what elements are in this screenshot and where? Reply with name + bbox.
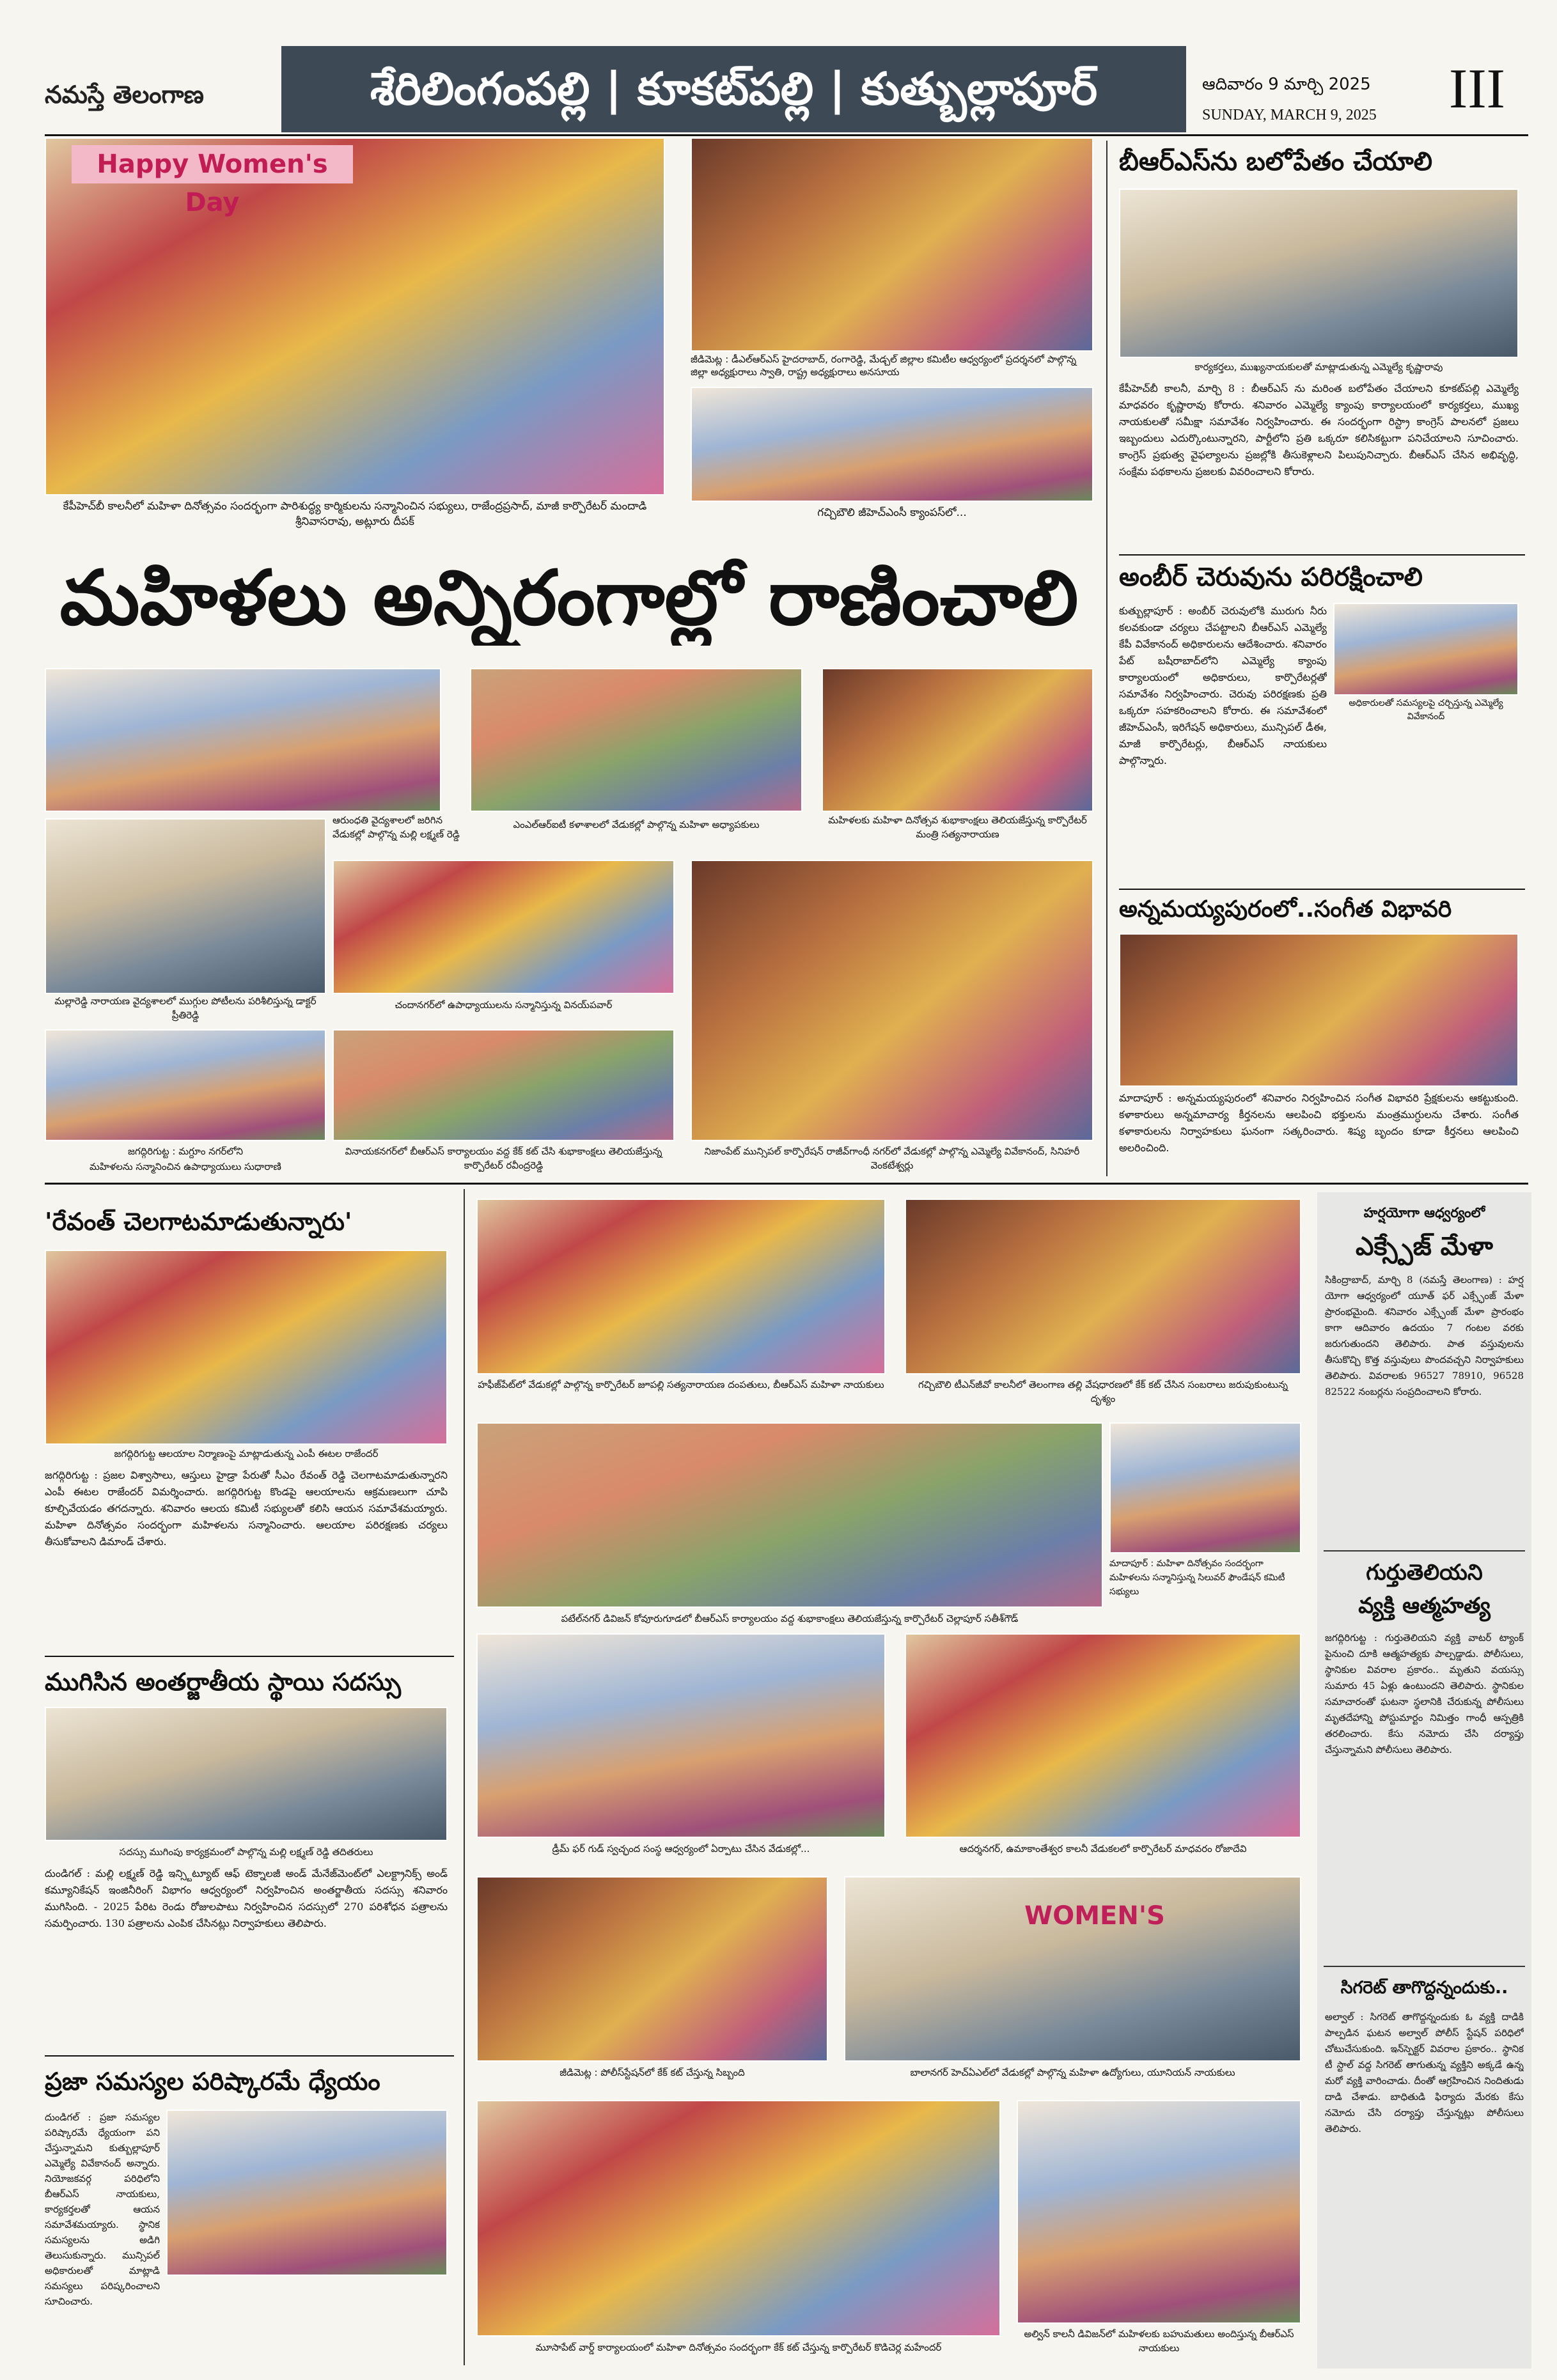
photo-gachibowli-campus	[691, 387, 1093, 502]
caption-kphb: కేపీహెచ్‌బీ కాలనీలో మహిళా దినోత్సవం సందర్భంగా పారిశుద్ధ్య కార్మికులను సన్మానించిన సభ్యులు, రాజేంద్రప్రసాద్, మాజీ కార్పొరేటర్ మందాడి శ్రీనివాసరావు, అట్లూరు దీపక్	[63, 500, 647, 528]
caption-brs-meeting: కార్యకర్తలు, ముఖ్యనాయకులతో మాట్లాడుతున్న ఎమ్మెల్యే కృష్ణారావు	[1194, 361, 1443, 373]
photo-madhapur-silver	[1109, 1422, 1301, 1553]
photo-nizampet-event	[691, 860, 1093, 1141]
sidebar-rule-1	[1324, 1550, 1525, 1552]
article-annamayyapuram: మాదాపూర్ : అన్నమయ్యపురంలో శనివారం నిర్వహించిన సంగీత విభావరి ప్రేక్షకులను ఆకట్టుకుంది. కళాకారులు అన్నమాచార్య కీర్తనలను ఆలపించి భక్తులను మంత్రముగ్ధులను చేశారు. సంగీత కళాకారులను నిర్వాహకులు ఘనంగా సత్కరించారు. శిష్య బృందం కూడా కీర్తనలు ఆలపించి అలరించింది.	[1119, 1092, 1519, 1154]
caption-arundhati: ఆరుంధతి వైద్యశాలలో జరిగిన వేడుకల్లో పాల్గొన్న మల్లి లక్ష్మణ్ రెడ్డి	[333, 814, 460, 840]
photo-moosapet	[476, 2100, 1001, 2337]
article-ambir-lake: కుత్బుల్లాపూర్ : అంబీర్ చెరువులోకి మురుగు నీరు కలవకుండా చర్యలు చేపట్టాలని బీఆర్‌ఎస్ ఎమ్మెల్యే కేపీ వివేకానంద్ అధికారులను ఆదేశించారు. శనివారం పేట్ బషీరాబాద్‌లోని ఎమ్మెల్యే క్యాంపు కార్యాలయంలో అధికారులు, కార్పొరేటర్లతో సమావేశం నిర్వహించారు. చెరువు పరిరక్షణకు ప్రతి ఒక్కరూ సహకరించాలని కోరారు. ఈ సమావేశంలో జీహెచ్‌ఎంసీ, ఇరిగేషన్ అధికారులు, మున్సిపల్ డీఈ, మాజీ కార్పొరేటర్లు, బీఆర్‌ఎస్ నాయకులు పాల్గొన్నారు.	[1119, 605, 1327, 766]
sidebar-head-exchange: ఎక్స్పేజ్ మేళా	[1356, 1232, 1493, 1261]
masthead-title-box	[281, 46, 1186, 132]
caption-patelnagar: పటేల్‌నగర్ డివిజన్ కోవూరుగూడలో బీఆర్‌ఎస్ కార్యాలయం వద్ద శుభాకాంక్షలు తెలియజేస్తున్న కార్పొరేటర్ చెల్లాపూర్ సతీశ్‌గౌడ్	[561, 1613, 1019, 1624]
photo-mlrit-college	[470, 668, 802, 812]
caption-hafeezpet: హఫీజ్‌పేట్‌లో వేడుకల్లో పాల్గొన్న కార్పొరేటర్ జూపల్లి సత్యనారాయణ దంపతులు, బీఆర్‌ఎస్ మహిళా నాయకులు	[478, 1379, 884, 1390]
caption-satyanarayana: మహిళలకు మహిళా దినోత్సవ శుభాకాంక్షలు తెలియజేస్తున్న కార్పొరేటర్ మంత్రి సత్యనారాయణ	[828, 814, 1087, 840]
headline-public-issues: ప్రజా సమస్యల పరిష్కారమే ధ్యేయం	[45, 2067, 380, 2096]
caption-ambir: అధికారులతో సమస్యలపై చర్చిస్తున్న ఎమ్మెల్యే వివేకానంద్	[1349, 698, 1503, 722]
masthead	[0, 0, 1557, 137]
caption-etela: జగద్గిరిగుట్ట ఆలయాల నిర్మాణంపై మాట్లాడుతున్న ఎంపీ ఈటల రాజేందర్	[114, 1448, 379, 1459]
caption-vinayaknagar: వినాయకనగర్‌లో బీఆర్‌ఎస్ కార్యాలయం వద్ద కేక్ కట్ చేసి శుభాకాంక్షలు తెలియజేస్తున్న కార్పొరేటర్ రవీంద్రరెడ్డి	[345, 1146, 662, 1171]
rule-left-1	[45, 1656, 454, 1657]
womens-day-stage-banner: WOMEN'S	[1024, 1901, 1165, 1931]
section-rule	[45, 1183, 1528, 1185]
photo-conference	[45, 1707, 448, 1841]
caption-jeedimetla: జీడిమెట్ల : డీఎల్‌ఆర్‌ఎస్ హైదరాబాద్, రంగారెడ్డి, మేడ్చల్ జిల్లాల కమిటీల ఆధ్వర్యంలో ప్రదర్శనలో పాల్గొన్న జిల్లా అధ్యక్షురాలు స్వాతి, రాష్ట్ర అధ్యక్షురాలు అనసూయ	[691, 354, 1077, 378]
article-conference: దుండిగల్ : మల్లి లక్ష్మణ్ రెడ్డి ఇన్స్టిట్యూట్ ఆఫ్ టెక్నాలజీ అండ్ మేనేజ్‌మెంట్‌లో ఎలక్ట్రానిక్స్ అండ్ కమ్యూనికేషన్ ఇంజినీరింగ్ విభాగం ఆధ్వర్యంలో నిర్వహించిన అంతర్జాతీయ సదస్సు శనివారం ముగిసింది. - 2025 పేరిట రెండు రోజులపాటు నిర్వహించిన సదస్సులో 270 పరిశోధన పత్రాలను సమర్పించారు. 130 పత్రాలను ఎంపిక చేసినట్లు నిర్వాహకులు తెలిపారు.	[45, 1867, 448, 1929]
sidebar-head-suicide-2: వ్యక్తి ఆత్మహత్య	[1358, 1593, 1490, 1619]
photo-adarshnagar	[905, 1633, 1301, 1838]
caption-mlrit: ఎంఎల్‌ఆర్‌ఐటీ కళాశాలలో వేడుకల్లో పాల్గొన్న మహిళా అధ్యాపకులు	[513, 819, 760, 830]
caption-hal: బాలానగర్ హెచ్‌ఏఎల్‌లో వేడుకల్లో పాల్గొన్న మహిళా ఉద్యోగులు, యూనియన్ నాయకులు	[910, 2067, 1235, 2078]
photo-patelnagar	[476, 1422, 1103, 1608]
womens-day-banner: Happy Women's Day	[72, 145, 353, 183]
photo-music-concert	[1119, 933, 1519, 1087]
sidebar-head-suicide-1: గుర్తుతెలియని	[1366, 1560, 1483, 1585]
caption-moosapet: మూసాపేట్ వార్డ్ కార్యాలయంలో మహిళా దినోత్సవం సందర్భంగా కేక్ కట్ చేస్తున్న కార్పొరేటర్ కొడిచెర్ల మహేందర్	[535, 2342, 942, 2353]
date-english: SUNDAY, MARCH 9, 2025	[1202, 107, 1377, 123]
sidebar	[1317, 1192, 1531, 2368]
photo-vinayaknagar-cake	[333, 1029, 675, 1141]
article-revanth: జగద్గిరిగుట్ట : ప్రజల విశ్వాసాలు, ఆస్తులు హైడ్రా పేరుతో సీఎం రేవంత్ రెడ్డి చెలగాటమాడుతున్నారని ఎంపీ ఈటల రాజేందర్ విమర్శించారు. జగద్గిరిగుట్ట కొండపై ఆలయాలను ఆక్రమణలుగా చూపి కూల్చివేయడం తగదన్నారు. శనివారం ఆలయ కమిటీ సభ్యులతో కలిసి ఆయన సమావేశమయ్యారు. మహిళా దినోత్సవం సందర్భంగా మహిళలను సన్మానించారు. ఆలయాల పరిరక్షణకు చర్యలు తీసుకోవాలని డిమాండ్ చేశారు.	[45, 1469, 448, 1548]
photo-brs-meeting	[1119, 189, 1519, 358]
caption-dream-for-good: డ్రీమ్ ఫర్ గుడ్ స్వచ్ఛంద సంస్థ ఆధ్వర్యంలో ఏర్పాటు చేసిన వేడుకల్లో...	[552, 1843, 810, 1855]
masthead-title: శేరిలింగంపల్లి | కూకట్‌పల్లి | కుత్బుల్లాపూర్	[370, 63, 1098, 115]
masthead-rule	[45, 134, 1528, 136]
column-divider-top	[1106, 141, 1107, 1176]
photo-makhdoomnagar	[45, 1029, 326, 1141]
caption-adarshnagar: ఆదర్శనగర్, ఉమాకాంతేశ్వర కాలనీ వేడుకలలో కార్పొరేటర్ మాధవరం రోజాదేవి	[959, 1843, 1247, 1855]
article-public-issues: దుండిగల్ : ప్రజా సమస్యల పరిష్కారమే ధ్యేయంగా పని చేస్తున్నామని కుత్బుల్లాపూర్ ఎమ్మెల్యే వివేకానంద్ అన్నారు. నియోజకవర్గ పరిధిలోని బీఆర్‌ఎస్ నాయకులు, కార్యకర్తలతో ఆయన సమావేశమయ్యారు. స్థానిక సమస్యలను అడిగి తెలుసుకున్నారు. మున్సిపల్ అధికారులతో మాట్లాడి సమస్యలు పరిష్కరించాలని సూచించారు.	[45, 2112, 160, 2307]
photo-gachibowli-tngo	[905, 1199, 1301, 1374]
headline-conference: ముగిసిన అంతర్జాతీయ స్థాయి సదస్సు	[45, 1668, 402, 1696]
photo-chandanagar-teachers	[333, 860, 675, 994]
sidebar-article-cigarette: అల్వాల్ : సిగరెట్ తాగొద్దన్నందుకు ఓ వ్యక్తి దాడికి పాల్పడిన ఘటన అల్వాల్ పోలీస్ స్టేషన్ పరిధిలో చోటుచేసుకుంది. ఇన్‌స్పెక్టర్ వివరాల ప్రకారం.. స్థానిక టీ స్టాల్ వద్ద సిగరెట్ తాగుతున్న వ్యక్తిని అక్కడే ఉన్న మరో వ్యక్తి వారించాడు. దీంతో ఆగ్రహించిన నిందితుడు దాడి చేశాడు. బాధితుడి ఫిర్యాదు మేరకు కేసు నమోదు చేసి దర్యాప్తు చేస్తున్నట్లు పోలీసులు తెలిపారు.	[1325, 2011, 1524, 2135]
photo-rangoli-competition	[45, 818, 326, 994]
article-brs-strengthen: కేపీహెచ్‌బీ కాలనీ, మార్చి 8 : బీఆర్‌ఎస్ ను మరింత బలోపేతం చేయాలని కూకట్‌పల్లి ఎమ్మెల్యే మాధవరం కృష్ణారావు కోరారు. శనివారం ఎమ్మెల్యే క్యాంపు కార్యాలయంలో కార్యకర్తలు, ముఖ్య నాయకులతో సమీక్షా సమావేశం నిర్వహించారు. ఈ సందర్భంగా రిస్ట్రా కాంగ్రెస్ పాలనలో ప్రజలు ఇబ్బందులు ఎదుర్కొంటున్నారని, పార్టీలోని ప్రతి ఒక్కరూ కలిసికట్టుగా పనిచేయాలని సూచించారు. కాంగ్రెస్ ప్రభుత్వ వైఫల్యాలను ప్రజల్లోకి తీసుకెళ్లాలని పిలుపునిచ్చారు. బీఆర్‌ఎస్ చేసిన అభివృద్ధి, సంక్షేమ పథకాలను ప్రజలకు వివరించాలని కోరారు.	[1119, 382, 1519, 478]
photo-arundhati-hospital	[45, 668, 441, 812]
caption-makhdoom-1: జగద్గిరిగుట్ట : మగ్దూం నగర్‌లోని	[127, 1146, 244, 1157]
photo-vivekanand	[166, 2110, 448, 2276]
rule-right-1	[1119, 554, 1525, 556]
photo-etela-press	[45, 1250, 448, 1445]
photo-hal-balanagar	[844, 1876, 1301, 2062]
caption-alwin: అల్విన్ కాలనీ డివిజన్‌లో మహిళలకు బహుమతులు అందిస్తున్న బీఆర్‌ఎస్ నాయకులు	[1024, 2328, 1294, 2354]
photo-corporator-wishes	[822, 668, 1093, 812]
sidebar-article-exchange: సికింద్రాబాద్, మార్చి 8 (నమస్తే తెలంగాణ) : హర్ష యోగా ఆధ్వర్యంలో యూత్ ఫర్ ఎక్స్ఛేంజ్ మేళా ప్రారంభమైంది. శనివారం ఎక్స్ఛేంజ్ మేళా ప్రారంభం కాగా ఆదివారం ఉదయం 7 గంటల వరకు జరుగుతుందని తెలిపారు. పాత వస్తువులను తీసుకొచ్చి కొత్త వస్తువులు పొందవచ్చని నిర్వాహకులు తెలిపారు. వివరాలకు 96527 78910, 96528 82522 నంబర్లను సంప్రదించాలని కోరారు.	[1325, 1274, 1524, 1397]
photo-dream-for-good	[476, 1633, 886, 1838]
photo-ambir-officials	[1333, 603, 1519, 696]
caption-police: జీడిమెట్ల : పోలీస్‌స్టేషన్‌లో కేక్ కట్ చేస్తున్న సిబ్బంది	[559, 2067, 745, 2078]
photo-alwin-colony	[1017, 2100, 1301, 2324]
brand-name: నమస్తే తెలంగాణ	[45, 81, 204, 109]
headline-revanth: 'రేవంత్ చెలగాటమాడుతున్నారు'	[45, 1208, 352, 1236]
headline-annamayyapuram: అన్నమయ్యపురంలో..సంగీత విభావరి	[1119, 896, 1452, 922]
caption-chandanagar: చందానగర్‌లో ఉపాధ్యాయులను సన్మానిస్తున్న వినయ్‌పవార్	[395, 999, 613, 1011]
photo-police-station	[476, 1876, 828, 2062]
photo-hafeezpet	[476, 1199, 886, 1374]
caption-rangoli: మల్లారెడ్డి నారాయణ వైద్యశాలలో ముగ్గుల పోటీలను పరిశీలిస్తున్న డాక్టర్ ప్రీతిరెడ్డి	[54, 995, 317, 1021]
photo-jeedimetla-rally	[691, 137, 1093, 352]
date-telugu: ఆదివారం 9 మార్చి 2025	[1202, 75, 1371, 94]
caption-conference: సదస్సు ముగింపు కార్యక్రమంలో పాల్గొన్న మల్లి లక్ష్మణ్ రెడ్డి తదితరులు	[119, 1846, 373, 1858]
main-headline: మహిళలు అన్నిరంగాల్లో రాణించాలి	[59, 554, 1079, 642]
caption-gachibowli: గచ్చిబౌలి జీహెచ్‌ఎంసీ క్యాంపస్‌లో...	[817, 506, 967, 519]
headline-ambir-lake: అంబీర్ చెరువును పరిరక్షించాలి	[1119, 563, 1423, 592]
column-divider-bottom-left	[464, 1189, 465, 2365]
sidebar-article-suicide: జగద్గిరిగుట్ట : గుర్తుతెలియని వ్యక్తి వాటర్ ట్యాంక్ పైనుంచి దూకి ఆత్మహత్యకు పాల్పడ్డాడు. పోలీసులు, స్థానికుల వివరాల ప్రకారం.. మృతుని వయస్సు సుమారు 45 ఏళ్లు ఉంటుందని తెలిపారు. స్థానికుల సమాచారంతో ఘటనా స్థలానికి చేరుకున్న పోలీసులు మృతదేహాన్ని పోస్టుమార్టం నిమిత్తం గాంధీ ఆస్పత్రికి తరలించారు. కేసు నమోదు చేసి దర్యాప్తు చేస్తున్నామని పోలీసులు తెలిపారు.	[1325, 1632, 1524, 1755]
photo-womens-day-kphb	[45, 137, 665, 495]
headline-brs-strengthen: బీఆర్‌ఎస్‌ను బలోపేతం చేయాలి	[1119, 147, 1433, 176]
rule-left-2	[45, 2055, 454, 2057]
sidebar-rule-2	[1324, 1966, 1525, 1967]
caption-nizampet: నిజాంపేట్ మున్సిపల్ కార్పొరేషన్ రాజీవ్‌గాంధీ నగర్‌లో వేడుకల్లో పాల్గొన్న ఎమ్మెల్యే వివేకానంద్, సినిహరీ వెంకటేశ్వర్లు	[704, 1146, 1080, 1171]
sidebar-head-cigarette: సిగరెట్ తాగొద్దన్నందుకు..	[1340, 1978, 1508, 1998]
caption-madhapur: మాదాపూర్ : మహిళా దినోత్సవం సందర్భంగా మహిళలను సన్మానిస్తున్న సిలువర్ ఫౌండేషన్ కమిటీ సభ్యులు	[1109, 1559, 1285, 1597]
caption-tngo: గచ్చిబౌలి టీఎన్‌జీవో కాలనీలో తెలంగాణ తల్లి వేషధారణలో కేక్ కట్ చేసిన సంబరాలు జరుపుకుంటున్న దృశ్యం	[918, 1379, 1288, 1404]
sidebar-kicker: హర్షయోగా ఆధ్వర్యంలో	[1363, 1205, 1485, 1220]
caption-makhdoom-2: మహిళలను సన్మానించిన ఉపాధ్యాయులు సుధారాణి	[90, 1161, 281, 1172]
page-number: III	[1449, 58, 1505, 120]
